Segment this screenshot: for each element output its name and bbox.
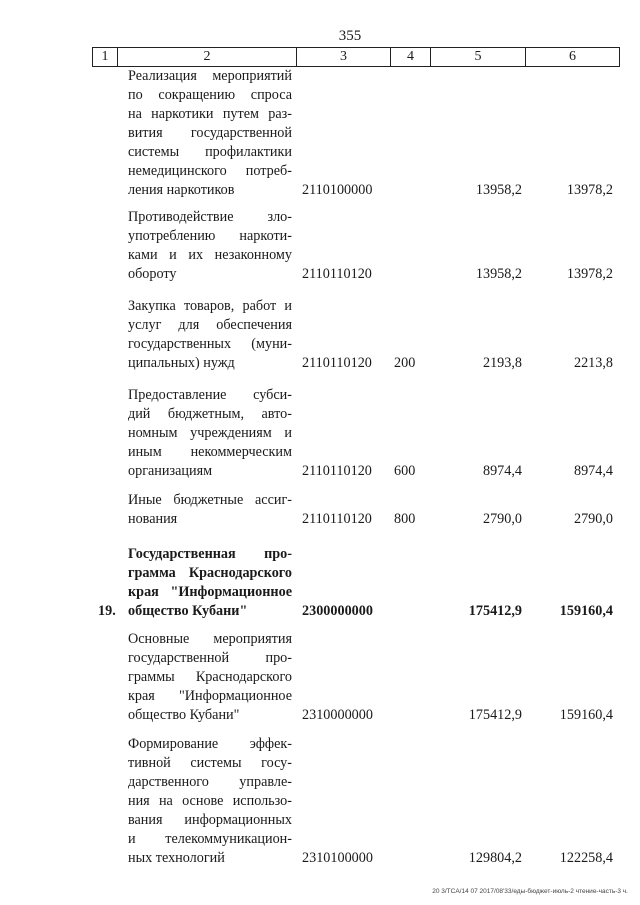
row-amount-year2: 122258,4	[559, 850, 613, 866]
row-target-code: 2310000000	[302, 707, 373, 723]
row-name-line: дий бюджетным, авто-	[128, 406, 292, 422]
row-amount-year2: 159160,4	[559, 603, 613, 619]
row-name-line: Реализация мероприятий	[128, 68, 292, 84]
row-expense-type: 600	[394, 463, 416, 479]
row-amount-year2: 159160,4	[559, 707, 613, 723]
row-target-code: 2310100000	[302, 850, 373, 866]
row-expense-type: 200	[394, 355, 416, 371]
row-name-line: граммы Краснодарского	[128, 669, 292, 685]
column-header-4: 4	[391, 48, 431, 67]
table-row	[92, 386, 613, 481]
row-amount-year1: 2193,8	[482, 355, 522, 371]
row-name-line: ципальных) нужд	[128, 355, 235, 371]
row-name-line: государственной про-	[128, 650, 292, 666]
row-name-line: на наркотики путем раз-	[128, 106, 292, 122]
row-name-line: Иные бюджетные ассиг-	[128, 492, 292, 508]
row-name-line: и телекоммуникацион-	[128, 831, 292, 847]
row-target-code: 2300000000	[302, 603, 373, 619]
row-amount-year2: 2790,0	[573, 511, 613, 527]
table-row	[92, 545, 613, 621]
row-name-line: Государственная про-	[128, 546, 292, 562]
row-name-line: организациям	[128, 463, 213, 479]
row-name-line: ления наркотиков	[128, 182, 235, 198]
row-name-line: по сокращению спроса	[128, 87, 292, 103]
column-header-table	[92, 47, 620, 67]
table-row	[92, 297, 613, 373]
column-header-5: 5	[431, 48, 526, 67]
row-amount-year2: 2213,8	[573, 355, 613, 371]
row-name-line: Противодействие зло-	[128, 209, 292, 225]
row-name-line: вания информационных	[128, 812, 292, 828]
row-name-line: Основные мероприятия	[128, 631, 292, 647]
row-amount-year1: 2790,0	[482, 511, 522, 527]
row-target-code: 2110100000	[302, 182, 373, 198]
row-name-line: Предоставление субси-	[128, 387, 292, 403]
row-amount-year1: 129804,2	[468, 850, 522, 866]
row-name-line: вития государственной	[128, 125, 292, 141]
table-row	[92, 67, 613, 200]
row-name-line: немедицинского потреб-	[128, 163, 292, 179]
row-target-code: 2110110120	[302, 355, 372, 371]
row-name-line: общество Кубани"	[128, 707, 240, 723]
row-name-line: ния на основе использо-	[128, 793, 292, 809]
row-name-line: края "Информационное	[128, 584, 292, 600]
row-name-line: Закупка товаров, работ и	[128, 298, 292, 314]
row-name	[128, 208, 292, 284]
table-row	[92, 491, 613, 529]
table-row	[92, 735, 613, 868]
column-header-2: 2	[118, 48, 297, 67]
row-name-line: тивной системы госу-	[128, 755, 292, 771]
row-name	[128, 67, 292, 200]
row-target-code: 2110110120	[302, 266, 372, 282]
row-name-line: услуг для обеспечения	[128, 317, 292, 333]
row-name-line: иным некоммерческим	[128, 444, 292, 460]
row-name	[128, 630, 292, 725]
column-header-6: 6	[526, 48, 620, 67]
row-name	[128, 545, 292, 621]
row-name-line: дарственного управле-	[128, 774, 292, 790]
row-name-line: номным учреждениям и	[128, 425, 292, 441]
row-target-code: 2110110120	[302, 511, 372, 527]
row-expense-type: 800	[394, 511, 416, 527]
row-amount-year2: 8974,4	[573, 463, 613, 479]
row-name-line: ками и их незаконному	[128, 247, 292, 263]
table-row	[92, 630, 613, 725]
column-header-row	[93, 48, 620, 67]
column-header-3: 3	[297, 48, 391, 67]
row-name	[128, 735, 292, 868]
row-name-line: грамма Краснодарского	[128, 565, 292, 581]
row-amount-year1: 8974,4	[482, 463, 522, 479]
row-name-line: Формирование эффек-	[128, 736, 292, 752]
row-number: 19.	[98, 603, 116, 619]
row-name	[128, 386, 292, 481]
row-amount-year1: 13958,2	[475, 182, 522, 198]
row-name-line: нования	[128, 511, 178, 527]
page-number: 355	[338, 28, 362, 44]
row-name-line: употреблению наркоти-	[128, 228, 292, 244]
footer-stamp: 20 3/TCA/14 07 2017/08'33/еды-бюджет-июль-2 чтение-часть-3 ч.	[432, 888, 628, 895]
row-name-line: системы профилактики	[128, 144, 292, 160]
row-name-line: ных технологий	[128, 850, 225, 866]
row-amount-year2: 13978,2	[566, 182, 613, 198]
row-name-line: обороту	[128, 266, 177, 282]
row-name-line: общество Кубани"	[128, 603, 248, 619]
row-name-line: государственных (муни-	[128, 336, 292, 352]
row-target-code: 2110110120	[302, 463, 372, 479]
column-header-1: 1	[93, 48, 118, 67]
row-amount-year2: 13978,2	[566, 266, 613, 282]
row-name	[128, 297, 292, 373]
row-amount-year1: 13958,2	[475, 266, 522, 282]
row-name	[128, 491, 292, 529]
row-amount-year1: 175412,9	[468, 707, 522, 723]
row-amount-year1: 175412,9	[468, 603, 522, 619]
row-name-line: края "Информационное	[128, 688, 292, 704]
table-row	[92, 208, 613, 284]
